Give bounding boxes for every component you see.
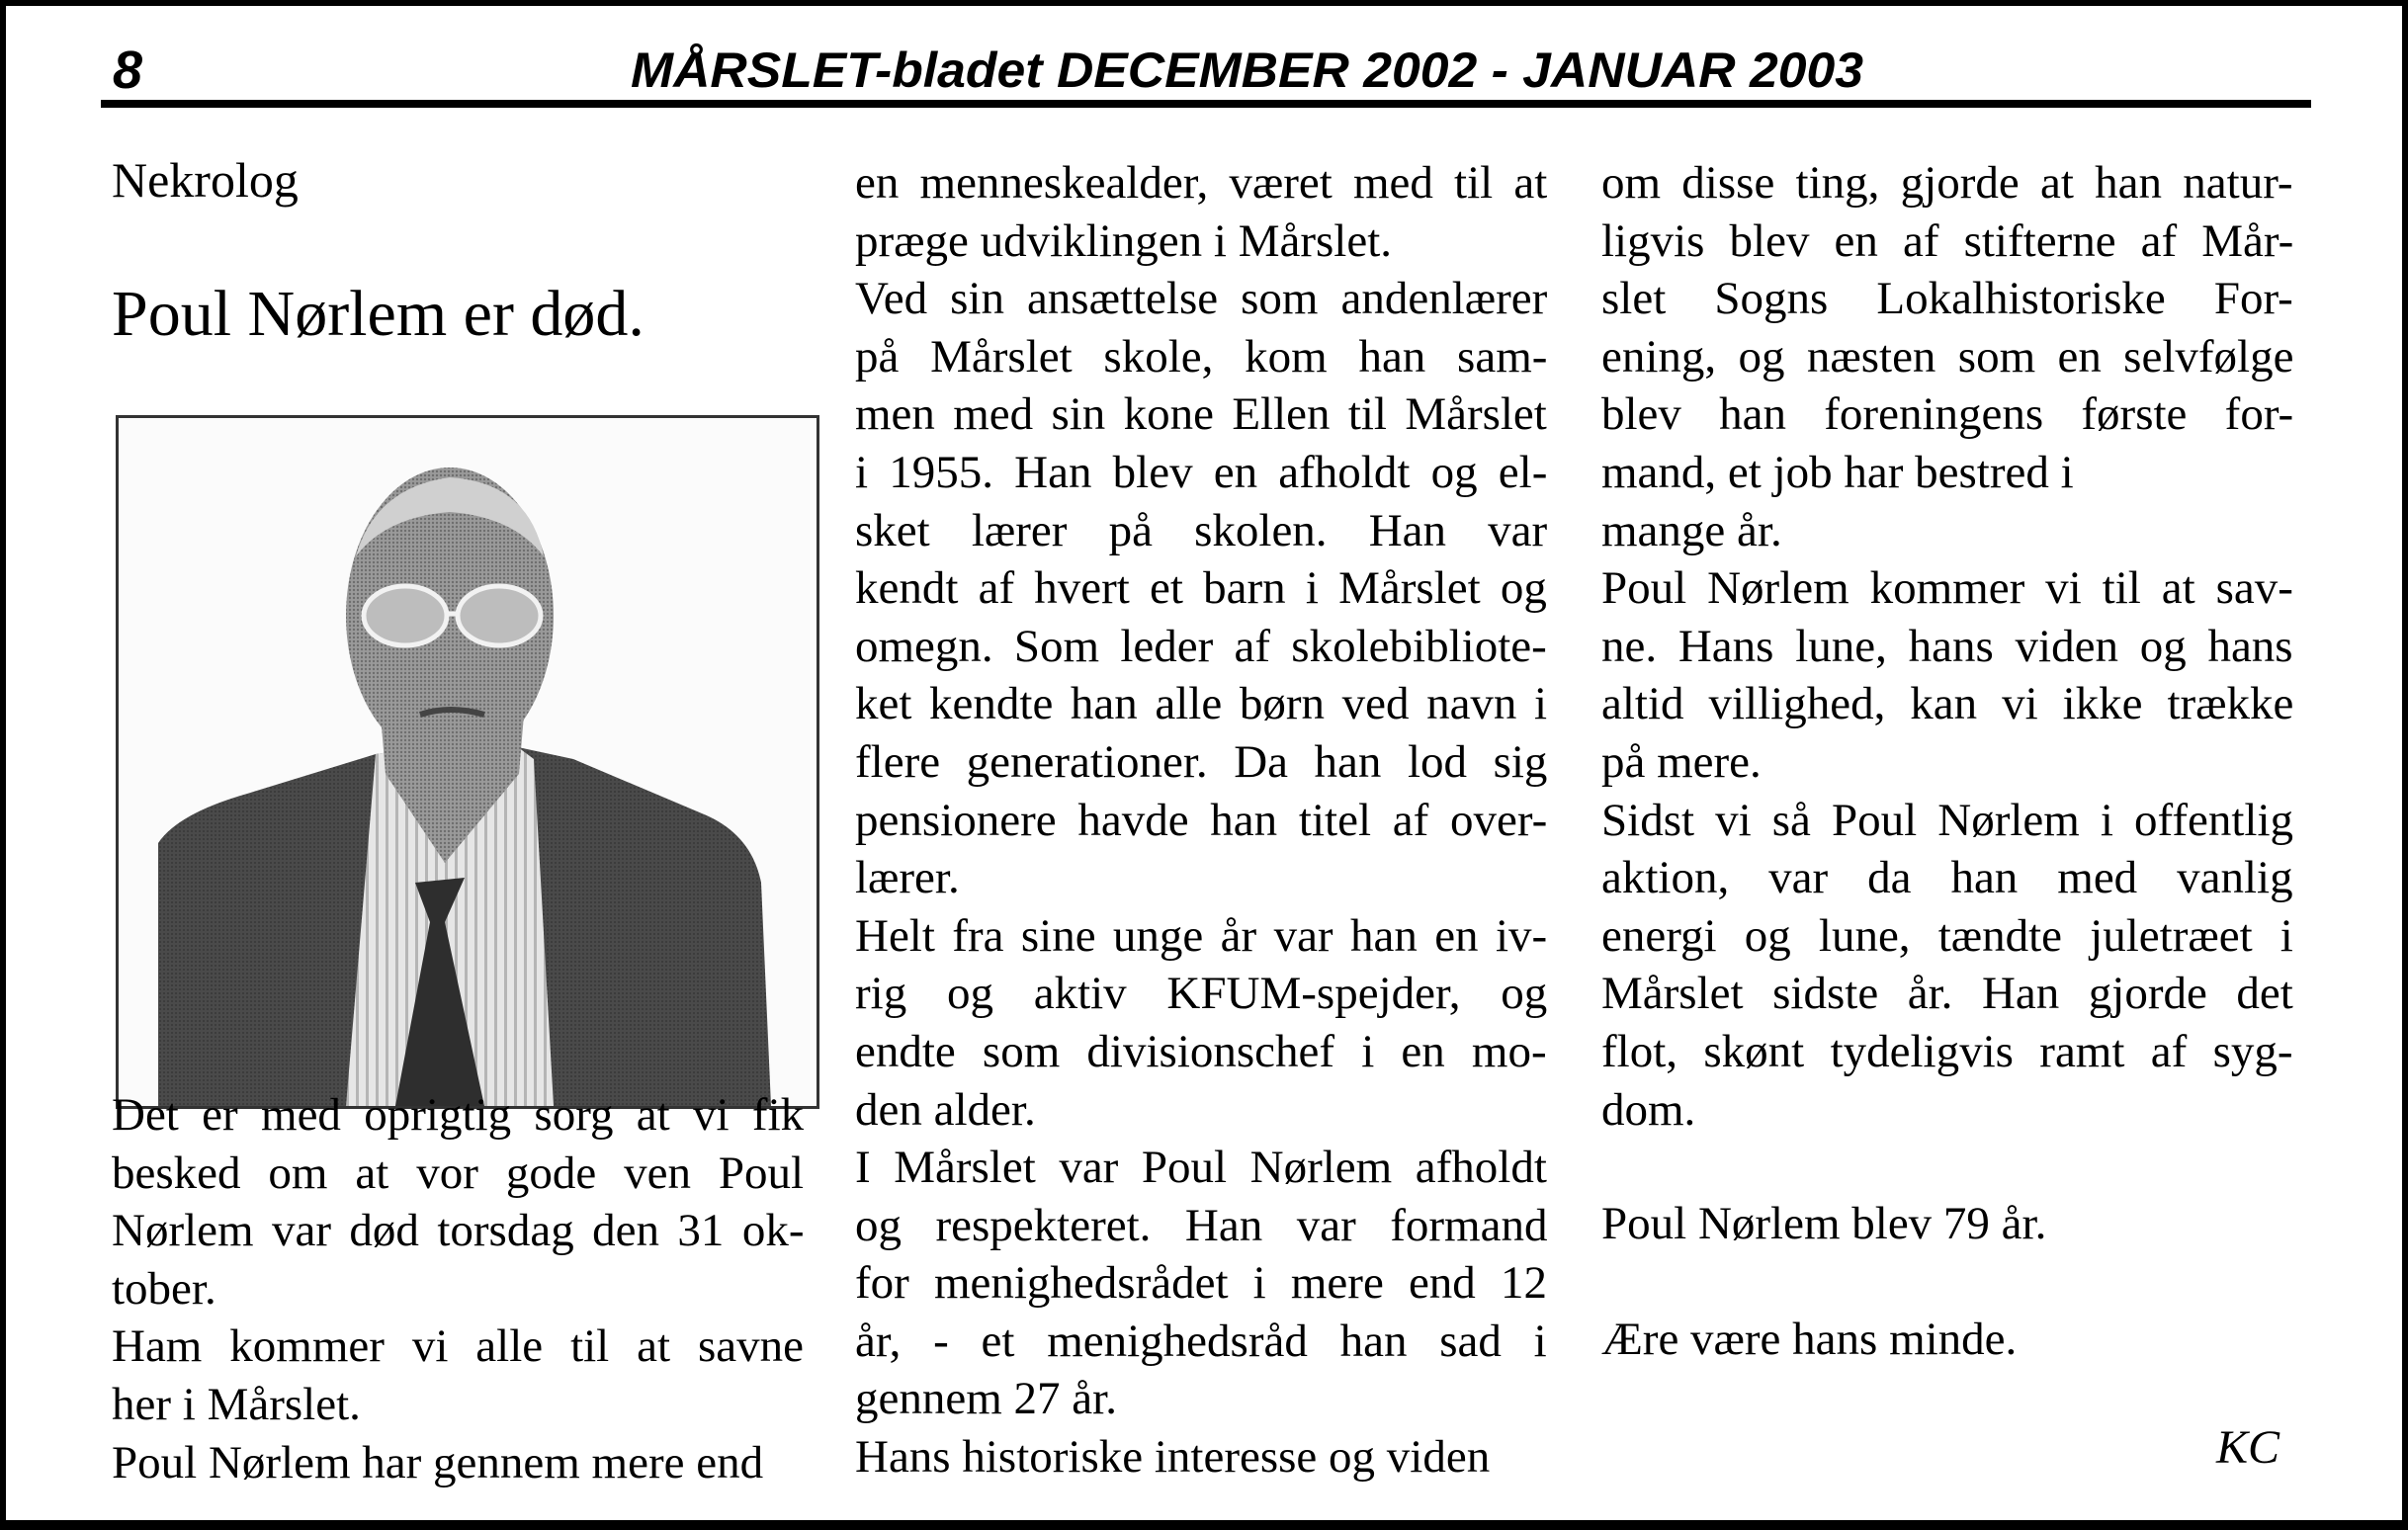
text-line: lærer. [855, 852, 960, 904]
text-line: Ved sin ansættelse som andenlærer [855, 273, 1547, 325]
text-line: flot, skønt tydeligvis ramt af syg- [1601, 1025, 2293, 1077]
text-line: præge udviklingen i Mårslet. [855, 214, 1393, 267]
text-line: i 1955. Han blev en afholdt og el- [855, 446, 1547, 498]
masthead [631, 43, 1877, 97]
text-line: på Mårslet skole, kom han sam- [855, 330, 1547, 382]
portrait-illustration [119, 418, 817, 1106]
column-left [112, 1086, 804, 1491]
text-line: flere generationer. Da han lod sig [855, 735, 1547, 788]
text-line: Hans historiske interesse og viden [855, 1431, 1491, 1484]
text-line: sket lærer på skolen. Han var [855, 504, 1547, 556]
text-line: omegn. Som leder af skolebibliote- [855, 620, 1547, 672]
text-line: Nørlem var død torsdag den 31 ok- [112, 1205, 804, 1257]
text-line: den alder. [855, 1083, 1036, 1136]
section-kicker: Nekrolog [112, 152, 299, 208]
text-line: Ham kommer vi alle til at savne [112, 1320, 804, 1373]
text-line: rig og aktiv KFUM-spejder, og [855, 968, 1547, 1020]
text-line: blev han foreningens første for- [1601, 388, 2293, 441]
text-line: mand, et job har bestred i [1601, 446, 2074, 498]
text-line: slet Sogns Lokalhistoriske For- [1601, 273, 2293, 325]
text-line: år, - et menighedsråd han sad i [855, 1315, 1547, 1367]
text-line: ligvis blev en af stifterne af Mår- [1601, 214, 2293, 267]
text-line: Mårslet sidste år. Han gjorde det [1601, 968, 2293, 1020]
text-line: ne. Hans lune, hans viden og hans [1601, 620, 2293, 672]
text-line: om disse ting, gjorde at han natur- [1601, 157, 2293, 209]
text-line: på mere. [1601, 735, 1762, 788]
text-line: kendt af hvert et barn i Mårslet og [855, 562, 1547, 615]
article-headline: Poul Nørlem er død. [112, 278, 645, 350]
text-line: ket kendte han alle børn ved navn i [855, 678, 1547, 730]
text-line: Sidst vi så Poul Nørlem i offentlig [1601, 794, 2293, 846]
text-line: tober. [112, 1262, 216, 1315]
text-line: men med sin kone Ellen til Mårslet [855, 388, 1547, 441]
text-line: her i Mårslet. [112, 1378, 361, 1430]
text-line: energi og lune, tændte juletræet i [1601, 909, 2293, 962]
text-line: Poul Nørlem har gennem mere end [112, 1436, 764, 1488]
text-line: ening, og næsten som en selvfølge [1601, 330, 2293, 382]
column-right [1601, 154, 2293, 1139]
page-number: 8 [113, 41, 143, 100]
text-line: Poul Nørlem kommer vi til at sav- [1601, 562, 2293, 615]
publication-name: MÅRSLET-bladet [631, 42, 1043, 98]
text-line: mange år. [1601, 504, 1782, 556]
portrait-photo [116, 415, 819, 1109]
issue-date: DECEMBER 2002 - JANUAR 2003 [1056, 42, 1863, 98]
text-line: Det er med oprigtig sorg at vi fik [112, 1089, 804, 1141]
newsletter-page [6, 6, 2402, 1520]
text-line: en menneskealder, været med til at [855, 157, 1547, 209]
text-line: aktion, var da han med vanlig [1601, 852, 2293, 904]
text-line: pensionere havde han titel af over- [855, 794, 1547, 846]
text-line: for menighedsrådet i mere end 12 [855, 1257, 1547, 1310]
text-line: dom. [1601, 1083, 1696, 1136]
text-line: altid villighed, kan vi ikke trække [1601, 678, 2293, 730]
text-line: Helt fra sine unge år var han en iv- [855, 909, 1547, 962]
header-rule [101, 100, 2311, 108]
text-line: og respekteret. Han var formand [855, 1199, 1547, 1251]
author-signature: KC [2216, 1421, 2280, 1474]
text-line: besked om at vor gode ven Poul [112, 1147, 804, 1199]
column-middle [855, 154, 1547, 1487]
farewell-line: Ære være hans minde. [1601, 1314, 2018, 1365]
text-line: gennem 27 år. [855, 1373, 1117, 1425]
age-line: Poul Nørlem blev 79 år. [1601, 1198, 2047, 1249]
text-line: endte som divisionschef i en mo- [855, 1025, 1547, 1077]
text-line: I Mårslet var Poul Nørlem afholdt [855, 1142, 1547, 1194]
